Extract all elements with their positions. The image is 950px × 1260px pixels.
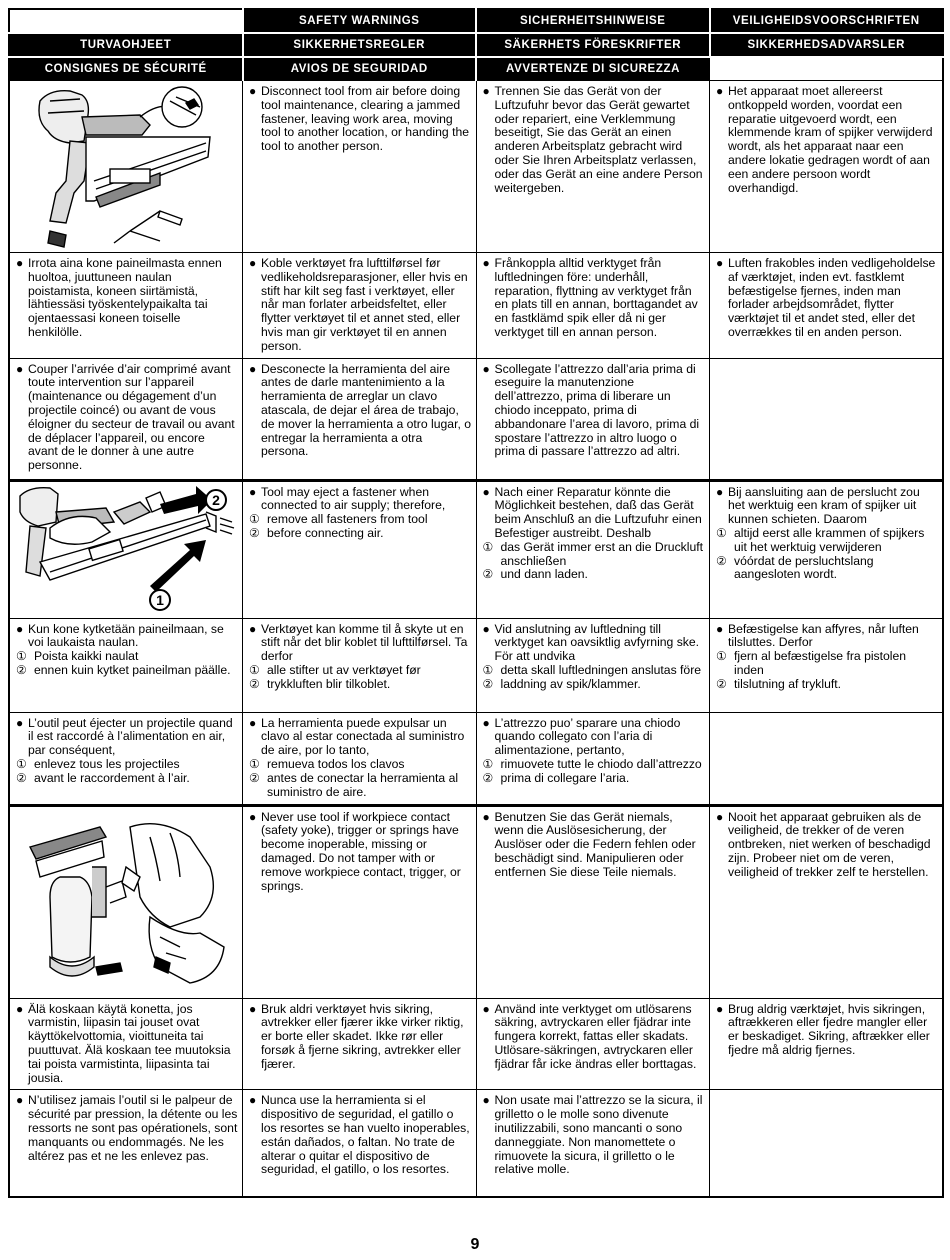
- header-row-1: [9, 9, 943, 33]
- it-eject-warning: ● L’attrezzo puo’ sparare una chiodo quando collegato con l’aria di alimentazione, pertanto, ① rimuovete tutte le chiodo dall’attrezzo ② prima di collegare l’aria.: [476, 712, 710, 805]
- header-turvaohjeet: TURVAOHJEET: [9, 33, 243, 57]
- empty-cell: [710, 358, 944, 480]
- no-eject-warning: ● Verktøyet kan komme til å skyte ut en stift når det blir koblet til lufttilførsel. Ta derfor ① alle stifter ut av verktøyet før ② trykkluften blir tilkoblet.: [243, 618, 477, 712]
- fr-tamper-warning: ● N’utilisez jamais l’outil si le palpeur de sécurité par pression, la détente ou les ressorts ne sont pas opérationels, sont manquants ou endommagés. Ne les altérez pas et ne les enlevez pas.: [9, 1090, 243, 1197]
- fr-eject-warning: ● L’outil peut éjecter un projectile quand il est raccordé à l’alimentation en air, par conséquent, ① enlevez tous les projectiles ② avant le raccordement à l’air.: [9, 712, 243, 805]
- header-sicherheitshinweise: SICHERHEITSHINWEISE: [476, 9, 710, 33]
- header-safety-warnings: SAFETY WARNINGS: [243, 9, 477, 33]
- eject-fastener-illustration: [9, 480, 243, 618]
- section3-row3: [9, 1090, 943, 1197]
- header-row-2: [9, 33, 943, 57]
- empty-cell: [710, 1090, 944, 1197]
- header-sikkerhedsadvarsler: SIKKERHEDSADVARSLER: [710, 33, 944, 57]
- disconnect-air-illustration: [9, 81, 243, 253]
- sv-eject-warning: ● Vid anslutning av luftledning till verktyget kan oavsiktlig avfyrning ske. För att undvika ① detta skall luftledningen anslutas före ② laddning av spik/klammer.: [476, 618, 710, 712]
- callout-1-label: 1: [156, 591, 164, 608]
- es-eject-warning: ● La herramienta puede expulsar un clavo al estar conectada al suministro de aire, por lo tanto, ① remueva todos los clavos ② antes de conectar la herramienta al suministro de aire.: [243, 712, 477, 805]
- en-tamper-warning: ● Never use tool if workpiece contact (safety yoke), trigger or springs have become inoperable, missing or damaged. Do not tamper with or remove workpiece contact, trigger, or springs.: [243, 805, 477, 998]
- en-eject-warning: ● Tool may eject a fastener when connected to air supply; therefore, ① remove all fasteners from tool ② before connecting air.: [243, 480, 477, 618]
- nl-disconnect-warning: ● Het apparaat moet allereerst ontkoppeld worden, voordat een reparatie uitgevoerd wordt, een klemmende kram of spijker verwijderd wordt, als het apparaat naar een andere lokatie gedragen wordt of aan een andere persoon wordt overhandigd.: [710, 81, 944, 253]
- header-blank-2: [710, 57, 944, 81]
- section2-row2: [9, 618, 943, 712]
- es-tamper-warning: ● Nunca use la herramienta si el dispositivo de seguridad, el gatillo o los resortes se han vuelto inoperables, están dañados, o faltan. No trate de alterar o quitar el dispositivo de seguridad, el gatillo, o los resortes.: [243, 1090, 477, 1197]
- workpiece-contact-illustration: [9, 805, 243, 998]
- fi-tamper-warning: ● Älä koskaan käytä konetta, jos varmistin, liipasin tai jouset ovat käyttökelvottomia, vioittuneita tai puuttuvat. Älä koskaan tee muutoksia tai poista varmistinta, liipasinta tai jousia.: [9, 998, 243, 1090]
- empty-cell: [710, 712, 944, 805]
- es-disconnect-warning: ● Desconecte la herramienta del aire antes de darle mantenimiento a la herramienta de arreglar un clavo atascala, de dejar el área de trabajo, de mover la herramienta a otro lugar, o entregar la herramienta a otra persona.: [243, 358, 477, 480]
- sv-tamper-warning: ● Använd inte verktyget om utlösarens säkring, avtryckaren eller fjädrar inte fungera korrekt, fattas eller skadats. Utlösare-säkringen, avtryckaren eller fjädrar får icke ändras eller borttagas.: [476, 998, 710, 1090]
- safety-warnings-table: [8, 8, 944, 1198]
- de-eject-warning: ● Nach einer Reparatur könnte die Möglichkeit bestehen, daß das Gerät beim Anschluß an die Luftzufuhr einen Befestiger austreibt. Deshalb ① das Gerät immer erst an die Druckluft anschließen ② und dann laden.: [476, 480, 710, 618]
- fi-eject-warning: ● Kun kone kytketään paineilmaan, se voi laukaista naulan. ① Poista kaikki naulat ② ennen kuin kytket paineilman päälle.: [9, 618, 243, 712]
- callout-2-label: 2: [212, 491, 220, 508]
- section1-row1: [9, 81, 943, 253]
- da-eject-warning: ● Befæstigelse kan affyres, når luften tilsluttes. Derfor ① fjern al befæstigelse fra pistolen inden ② tilslutning af trykluft.: [710, 618, 944, 712]
- header-avios-de-seguridad: AVIOS DE SEGURIDAD: [243, 57, 477, 81]
- nl-tamper-warning: ● Nooit het apparaat gebruiken als de veiligheid, de trekker of de veren ontbreken, niet werken of beschadigd zijn. Probeer niet om de veren, veiligheid of trekker zelf te herstellen.: [710, 805, 944, 998]
- fr-disconnect-warning: ● Couper l’arrivée d’air comprimé avant toute intervention sur l’appareil (maintenance ou dégagement d’un projectile coincé) ou avant de vous éloigner du secteur de travail ou avant de déplacer l’appareil, ou encore avant de le donner à une autre personne.: [9, 358, 243, 480]
- no-disconnect-warning: ● Koble verktøyet fra lufttilførsel før vedlikeholdsreparasjoner, eller hvis en stift har kilt seg fast i verktøyet, eller når man forlater arbeidsfeltet, eller flytter verktøyet til et annet sted, eller hvis man gir verktøyet til en annen person.: [243, 253, 477, 359]
- nailer-disconnect-image: [10, 81, 242, 251]
- header-consignes-de-securite: CONSIGNES DE SÉCURITÉ: [9, 57, 243, 81]
- header-sikkerhetsregler: SIKKERHETSREGLER: [243, 33, 477, 57]
- section1-row3: [9, 358, 943, 480]
- section1-row2: [9, 253, 943, 359]
- header-sakerhets-foreskrifter: SÄKERHETS FÖRESKRIFTER: [476, 33, 710, 57]
- header-avvertenze-di-sicurezza: AVVERTENZE DI SICUREZZA: [476, 57, 710, 81]
- sv-disconnect-warning: ● Frånkoppla alltid verktyget från luftledningen före: underhåll, reparation, flyttning av verktyget från en plats till en annan, borttagandet av en fastklämd spik eller då ni ger verktyget till en annan person.: [476, 253, 710, 359]
- section3-row2: [9, 998, 943, 1090]
- it-tamper-warning: ● Non usate mai l’attrezzo se la sicura, il grilletto o le molle sono divenute inutilizzabili, sono mancanti o sono danneggiate. Non manomettete o rimuovete la sicura, il grilletto o le relative molle.: [476, 1090, 710, 1197]
- nailer-tamper-image: [10, 807, 242, 997]
- en-disconnect-warning: ● Disconnect tool from air before doing tool maintenance, clearing a jammed fastener, leaving work area, moving tool to another location, or handing the tool to another person.: [243, 81, 477, 253]
- section3-row1: [9, 805, 943, 998]
- section2-row1: [9, 480, 943, 618]
- de-disconnect-warning: ● Trennen Sie das Gerät von der Luftzufuhr bevor das Gerät gewartet oder repariert, eine Verklemmung beseitigt, Sie das Gerät an einen anderen Arbeitsplatz gebracht wird oder Sie Ihren Arbeitsplatz verlassen, oder das Gerät an eine andere Person weitergeben.: [476, 81, 710, 253]
- header-veiligheidsvoorschriften: VEILIGHEIDSVOORSCHRIFTEN: [710, 9, 944, 33]
- page-number: 9: [470, 1236, 480, 1253]
- da-disconnect-warning: ● Luften frakobles inden vedligeholdelse af værktøjet, inden evt. fastklemt befæstigelse fjernes, inden man forlader arbejdsområdet, flytter værktøjet til et andet sted, eller det overrækkes til en anden person.: [710, 253, 944, 359]
- no-tamper-warning: ● Bruk aldri verktøyet hvis sikring, avtrekker eller fjærer ikke virker riktig, er borte eller skadet. Ikke rør eller forsøk å fjerne sikring, avtrekker eller fjærer.: [243, 998, 477, 1090]
- it-disconnect-warning: ● Scollegate l’attrezzo dall’aria prima di eseguire la manutenzione dell’attrezzo, prima di liberare un chiodo inceppato, prima di abbandonare l’area di lavoro, prima di spostare l’attrezzo in altro luogo o prima di passare l’attrezzo ad altri.: [476, 358, 710, 480]
- da-tamper-warning: ● Brug aldrig værktøjet, hvis sikringen, aftrækkeren eller fjedre mangler eller er beskadiget. Sikring, aftrækker eller fjedre må aldrig fjernes.: [710, 998, 944, 1090]
- nl-eject-warning: ● Bij aansluiting aan de perslucht zou het werktuig een kram of spijker uit kunnen schieten. Daarom ① altijd eerst alle krammen of spijkers uit het werktuig verwijderen ② vóórdat de persluchtslang aangesloten wordt.: [710, 480, 944, 618]
- header-row-3: [9, 57, 943, 81]
- nailer-eject-image: [10, 482, 242, 618]
- section2-row3: [9, 712, 943, 805]
- de-tamper-warning: ● Benutzen Sie das Gerät niemals, wenn die Auslösesicherung, der Auslöser oder die Federn fehlen oder beschädigt sind. Manipulieren oder entfernen Sie diese Teile niemals.: [476, 805, 710, 998]
- header-blank: [9, 9, 243, 33]
- fi-disconnect-warning: ● Irrota aina kone paineilmasta ennen huoltoa, juuttuneen naulan poistamista, koneen siirtämistä, lähtiessäsi työskentelypaikalta tai ojentaessasi koneen toiselle henkilölle.: [9, 253, 243, 359]
